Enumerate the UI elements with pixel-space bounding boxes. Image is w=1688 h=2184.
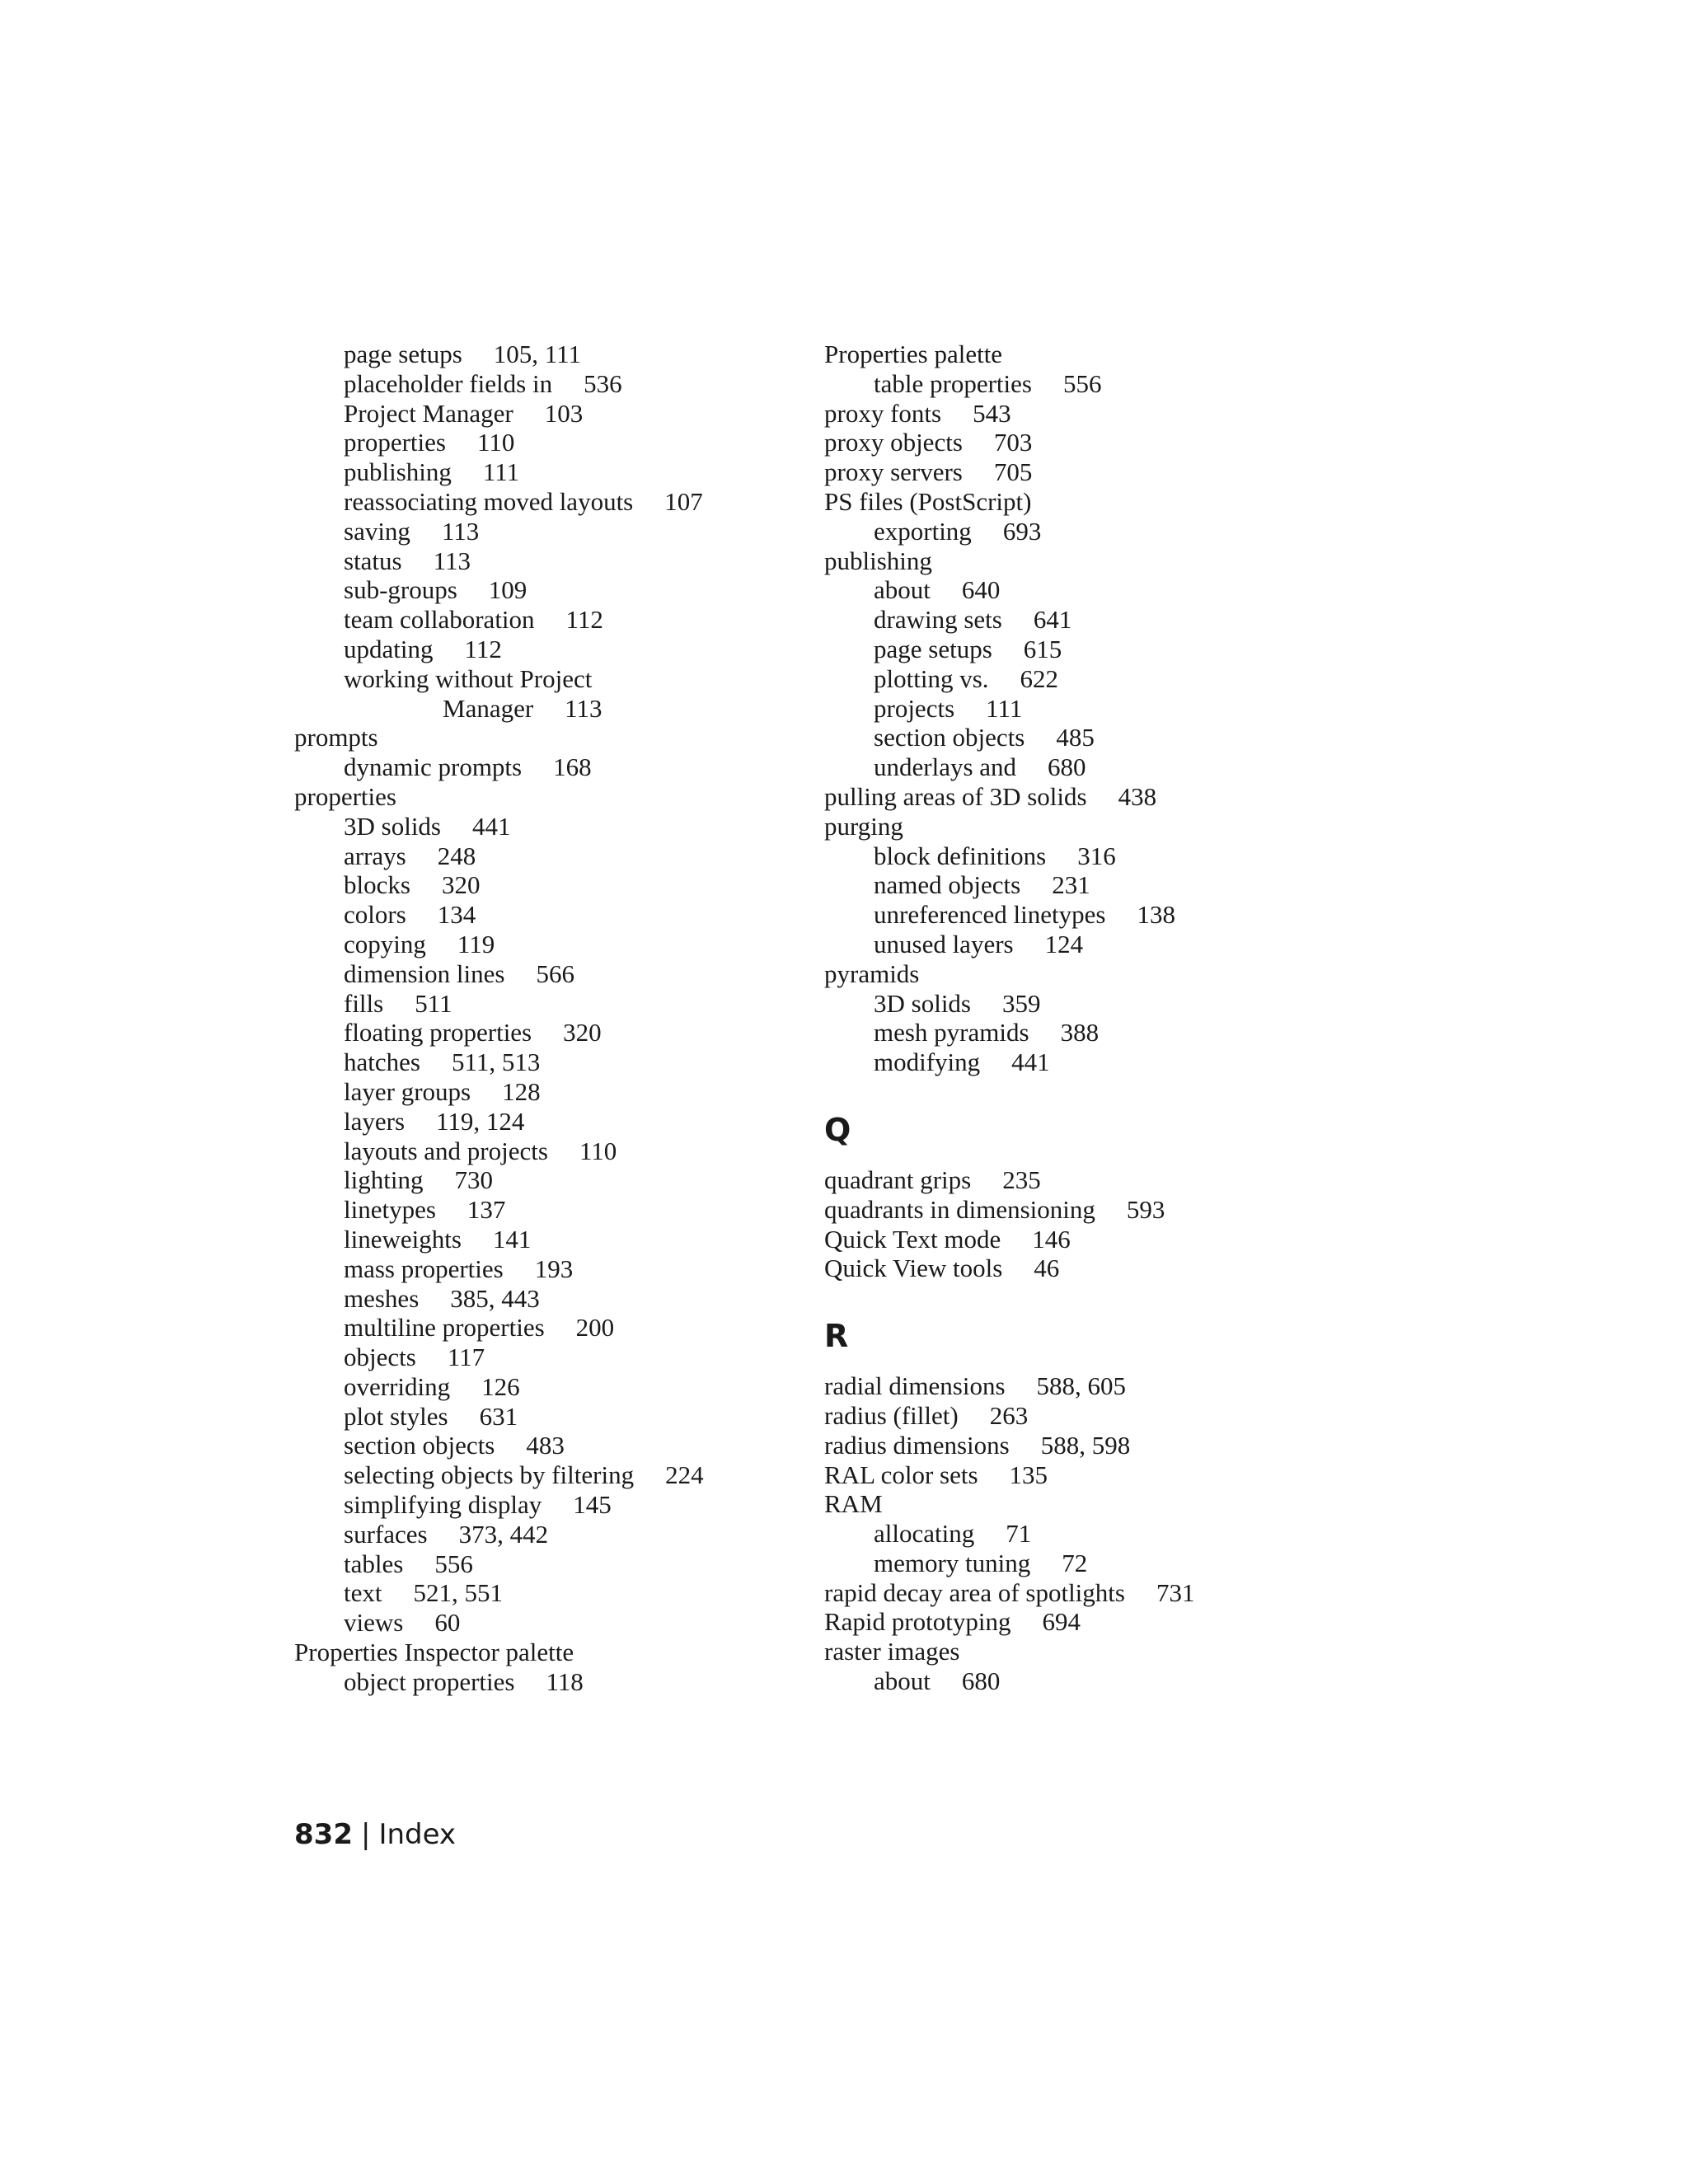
index-term: about [874, 1666, 931, 1696]
index-entry [294, 989, 789, 1019]
index-term: rapid decay area of spotlights [824, 1577, 1125, 1607]
index-page-ref: 588, 598 [1040, 1430, 1131, 1460]
index-page-ref: 693 [1002, 516, 1042, 546]
index-page-ref: 588, 605 [1036, 1371, 1127, 1401]
index-page-ref: 124 [1044, 929, 1084, 958]
index-term: tables [344, 1549, 404, 1578]
index-entry [824, 900, 1319, 930]
index-page-ref: 263 [989, 1400, 1029, 1430]
index-term: copying [344, 929, 426, 958]
index-term: colors [344, 900, 406, 930]
index-entry [824, 664, 1319, 694]
index-page-ref: 521, 551 [413, 1578, 503, 1608]
index-entry [824, 989, 1319, 1019]
index-page-ref: 224 [665, 1460, 704, 1490]
index-term: blocks [344, 870, 410, 900]
index-term: layouts and projects [344, 1136, 548, 1165]
index-entry [824, 1549, 1319, 1578]
index-term: dimension lines [344, 958, 505, 988]
index-page-ref: 119, 124 [436, 1106, 525, 1136]
index-entry [294, 428, 789, 457]
index-page-ref: 103 [544, 398, 584, 428]
index-term: surfaces [344, 1519, 428, 1549]
index-page-ref: 511 [415, 988, 452, 1018]
index-term: text [344, 1578, 382, 1608]
index-entry [294, 1431, 789, 1460]
index-entry [294, 959, 789, 989]
section-title: Index [378, 1818, 457, 1851]
index-entry [294, 1608, 789, 1638]
index-term: placeholder fields in [344, 368, 553, 398]
index-entry [294, 664, 789, 694]
index-entry [824, 723, 1319, 752]
index-term: radial dimensions [824, 1371, 1006, 1401]
index-entry [294, 1047, 789, 1077]
index-term: PS files (PostScript) [824, 486, 1032, 516]
index-term: purging [824, 811, 903, 841]
index-entry [294, 841, 789, 871]
index-page-ref: 622 [1020, 663, 1059, 693]
index-page-ref: 388 [1060, 1018, 1100, 1047]
index-term: block definitions [874, 841, 1047, 870]
index-entry [824, 1225, 1319, 1254]
index-page-ref: 138 [1137, 900, 1175, 930]
index-entry [294, 487, 789, 517]
index-page-ref: 556 [1062, 368, 1102, 398]
index-entry [824, 369, 1319, 399]
index-page-ref: 483 [526, 1431, 565, 1460]
index-term: objects [344, 1343, 416, 1372]
index-entry [294, 930, 789, 959]
index-entry [824, 635, 1319, 664]
index-term: floating properties [344, 1018, 532, 1047]
index-entry [294, 1549, 789, 1579]
index-entry [294, 369, 789, 399]
index-term: section objects [874, 723, 1025, 752]
index-page-ref: 168 [553, 752, 592, 782]
index-entry [824, 575, 1319, 605]
index-page-ref: 111 [986, 693, 1023, 723]
index-page-ref: 694 [1042, 1607, 1081, 1637]
index-term: properties [344, 428, 446, 457]
index-term: linetypes [344, 1195, 436, 1225]
index-term: named objects [874, 870, 1021, 900]
index-term: Project Manager [344, 398, 513, 428]
index-entry [294, 1343, 789, 1372]
index-term: unused layers [874, 929, 1014, 958]
index-term: RAL color sets [824, 1460, 978, 1489]
index-page-ref: 113 [433, 546, 471, 575]
index-term: drawing sets [874, 605, 1002, 635]
index-entry [294, 1107, 789, 1137]
index-page-ref: 200 [575, 1313, 615, 1343]
index-page-ref: 615 [1023, 634, 1062, 663]
index-entry [824, 1195, 1319, 1225]
page-footer [294, 1818, 456, 1851]
index-term: plotting vs. [874, 663, 989, 693]
index-page-ref: 441 [1011, 1047, 1050, 1077]
index-page-ref: 128 [502, 1076, 541, 1106]
index-page-ref: 134 [437, 900, 476, 930]
index-entry [824, 959, 1319, 989]
index-entry [824, 517, 1319, 546]
index-entry [294, 1254, 789, 1284]
index-entry [294, 1225, 789, 1254]
index-term: publishing [824, 546, 932, 575]
index-page-ref: 511, 513 [451, 1047, 541, 1077]
index-page-ref: 110 [476, 428, 515, 457]
index-page-ref: 593 [1126, 1194, 1165, 1224]
index-term: fills [344, 988, 384, 1018]
index-entry [294, 546, 789, 576]
index-term: plot styles [344, 1401, 448, 1431]
index-page-ref: 109 [488, 575, 528, 605]
index-entry [294, 1313, 789, 1343]
index-entry [294, 1137, 789, 1166]
index-page-ref: 118 [546, 1666, 584, 1696]
page-number: 832 [294, 1818, 353, 1851]
index-term: page setups [874, 634, 992, 663]
index-page-ref: 60 [434, 1608, 461, 1638]
index-entry [294, 1018, 789, 1047]
index-term: radius (fillet) [824, 1400, 959, 1430]
index-page-ref: 105, 111 [493, 340, 581, 368]
index-page-ref: 385, 443 [450, 1283, 540, 1313]
index-term: projects [874, 693, 955, 723]
index-entry [824, 1401, 1319, 1431]
index-entry [824, 1371, 1319, 1401]
index-column-left [294, 340, 789, 1697]
index-term: Quick Text mode [824, 1224, 1001, 1254]
index-term: meshes [344, 1283, 420, 1313]
index-entry [294, 1578, 789, 1608]
index-term: prompts [294, 723, 378, 752]
index-entry [294, 870, 789, 900]
index-page-ref: 438 [1118, 781, 1157, 811]
index-entry [824, 1666, 1319, 1696]
index-entry [824, 1519, 1319, 1549]
index-term: multiline properties [344, 1313, 545, 1343]
index-term: underlays and [874, 752, 1017, 782]
index-entry [824, 930, 1319, 959]
index-page-ref: 137 [467, 1195, 506, 1225]
index-entry [824, 870, 1319, 900]
index-term: hatches [344, 1047, 420, 1077]
index-entry [294, 1077, 789, 1107]
index-term: section objects [344, 1431, 495, 1460]
index-entry [294, 1165, 789, 1195]
index-term: publishing [344, 457, 452, 487]
index-entry [294, 340, 789, 369]
index-entry [294, 900, 789, 930]
index-page-ref: 135 [1009, 1460, 1048, 1489]
index-page-ref: 556 [434, 1549, 473, 1578]
index-page-ref: 543 [973, 398, 1011, 428]
index-term: arrays [344, 841, 406, 870]
index-entry [824, 1254, 1319, 1283]
index-term: lighting [344, 1165, 424, 1195]
index-entry [294, 457, 789, 487]
index-term: Properties Inspector palette [294, 1638, 574, 1667]
index-page-ref: 631 [479, 1401, 518, 1431]
index-term: 3D solids [874, 988, 971, 1018]
index-entry [824, 457, 1319, 487]
index-page-ref: 111 [482, 457, 520, 487]
index-entry [294, 752, 789, 782]
index-page-ref: 119 [457, 929, 495, 958]
index-entry [824, 694, 1319, 724]
index-entry [294, 1667, 789, 1697]
index-term: mass properties [344, 1254, 504, 1283]
index-page-ref: 485 [1056, 723, 1095, 752]
index-term: Quick View tools [824, 1254, 1003, 1283]
index-term: sub-groups [344, 575, 457, 605]
index-term: selecting objects by filtering [344, 1460, 635, 1490]
index-term: lineweights [344, 1224, 462, 1254]
index-entry [294, 1402, 789, 1432]
index-entry [824, 812, 1319, 841]
index-term: saving [344, 516, 410, 546]
index-term: RAM [824, 1489, 883, 1519]
index-term: proxy fonts [824, 398, 942, 428]
index-entry [824, 1047, 1319, 1077]
index-term: properties [294, 781, 396, 811]
index-term: object properties [344, 1666, 515, 1696]
index-page-ref: 126 [481, 1371, 520, 1401]
index-page-ref: 731 [1156, 1577, 1195, 1607]
index-page-ref: 536 [584, 368, 622, 398]
index-term: memory tuning [874, 1548, 1031, 1577]
index-page-ref: 112 [464, 634, 502, 663]
index-term: 3D solids [344, 811, 441, 841]
index-entry [824, 1607, 1319, 1637]
index-term: simplifying display [344, 1490, 542, 1520]
index-entry [824, 487, 1319, 517]
index-term: dynamic prompts [344, 752, 523, 782]
index-term: proxy objects [824, 428, 963, 457]
index-term: raster images [824, 1637, 960, 1666]
index-entry [294, 694, 789, 724]
index-page-ref: 235 [1002, 1165, 1041, 1194]
index-page-ref: 316 [1077, 841, 1116, 870]
index-term: working without Project [344, 663, 593, 693]
index-term: layer groups [344, 1076, 471, 1106]
index-entry [824, 1578, 1319, 1608]
index-entry [294, 1490, 789, 1520]
index-term: reassociating moved layouts [344, 486, 634, 516]
index-page-ref: 107 [664, 486, 703, 516]
index-page-ref: 320 [563, 1018, 602, 1047]
index-entry [294, 1520, 789, 1549]
index-entry [824, 340, 1319, 369]
index-entry [294, 517, 789, 546]
index-entry [294, 812, 789, 841]
index-entry [824, 428, 1319, 457]
index-entry [824, 1460, 1319, 1490]
index-entry [824, 752, 1319, 782]
index-term: views [344, 1608, 404, 1638]
index-term: table properties [874, 368, 1032, 398]
index-entry [824, 605, 1319, 635]
index-page-ref: 641 [1033, 605, 1072, 635]
index-entry [824, 1165, 1319, 1195]
index-entry [294, 399, 789, 429]
index-page-ref: 320 [441, 870, 481, 900]
index-term: page setups [344, 340, 462, 368]
index-page-ref: 248 [437, 841, 476, 870]
index-term: Properties palette [824, 340, 1003, 368]
index-page-ref: 141 [492, 1224, 532, 1254]
index-page-ref: 680 [961, 1666, 1001, 1696]
index-entry [824, 782, 1319, 812]
index-page-ref: 441 [472, 811, 511, 841]
index-column-right [824, 340, 1319, 1696]
index-entry [824, 399, 1319, 429]
index-entry [824, 1489, 1319, 1519]
index-page-ref: 117 [447, 1343, 485, 1372]
index-page-ref: 703 [993, 428, 1033, 457]
index-term: exporting [874, 516, 972, 546]
index-entry [824, 1637, 1319, 1666]
index-page-ref: 145 [573, 1490, 612, 1520]
index-page-ref: 373, 442 [458, 1519, 549, 1549]
index-entry [294, 782, 789, 812]
index-page-ref: 71 [1006, 1519, 1032, 1549]
index-entry [824, 1431, 1319, 1460]
index-term: pulling areas of 3D solids [824, 781, 1087, 811]
index-entry [824, 841, 1319, 871]
index-page-ref: 113 [565, 693, 603, 723]
index-term: proxy servers [824, 457, 963, 487]
index-page-ref: 146 [1032, 1224, 1071, 1254]
index-entry [294, 1372, 789, 1402]
index-entry [294, 635, 789, 664]
index-term: allocating [874, 1519, 975, 1549]
index-term: mesh pyramids [874, 1018, 1029, 1047]
index-term: Manager [443, 693, 534, 723]
index-page-ref: 730 [454, 1165, 493, 1195]
index-page-ref: 566 [536, 958, 574, 988]
index-term: modifying [874, 1047, 981, 1077]
index-entry [294, 1460, 789, 1490]
index-term: updating [344, 634, 434, 663]
index-term: layers [344, 1106, 406, 1136]
index-term: radius dimensions [824, 1430, 1010, 1460]
index-term: pyramids [824, 958, 920, 988]
index-page-ref: 72 [1062, 1548, 1088, 1577]
index-entry [294, 1195, 789, 1225]
index-page-ref: 110 [579, 1136, 617, 1165]
index-page-ref: 112 [565, 605, 603, 635]
index-page-ref: 231 [1052, 870, 1090, 900]
index-entry [824, 546, 1319, 576]
index-entry [294, 1284, 789, 1314]
section-letter-heading: Q [824, 1111, 851, 1148]
index-term: quadrants in dimensioning [824, 1194, 1095, 1224]
index-entry [294, 605, 789, 635]
index-page-ref: 193 [534, 1254, 574, 1283]
index-page-ref: 705 [993, 457, 1033, 487]
index-page-ref: 359 [1002, 988, 1041, 1018]
index-page-ref: 113 [441, 516, 480, 546]
index-term: team collaboration [344, 605, 535, 635]
index-term: status [344, 546, 402, 575]
index-term: overriding [344, 1371, 451, 1401]
index-term: unreferenced linetypes [874, 900, 1106, 930]
index-entry [294, 723, 789, 752]
index-entry [824, 1018, 1319, 1047]
index-page-ref: 46 [1034, 1254, 1060, 1283]
index-term: quadrant grips [824, 1165, 972, 1194]
index-entry [294, 575, 789, 605]
index-page-ref: 640 [961, 575, 1001, 605]
index-term: about [874, 575, 931, 605]
index-term: Rapid prototyping [824, 1607, 1011, 1637]
index-entry [294, 1638, 789, 1667]
footer-separator: | [360, 1818, 371, 1851]
index-page-ref: 680 [1048, 752, 1086, 782]
section-letter-heading: R [824, 1318, 849, 1355]
